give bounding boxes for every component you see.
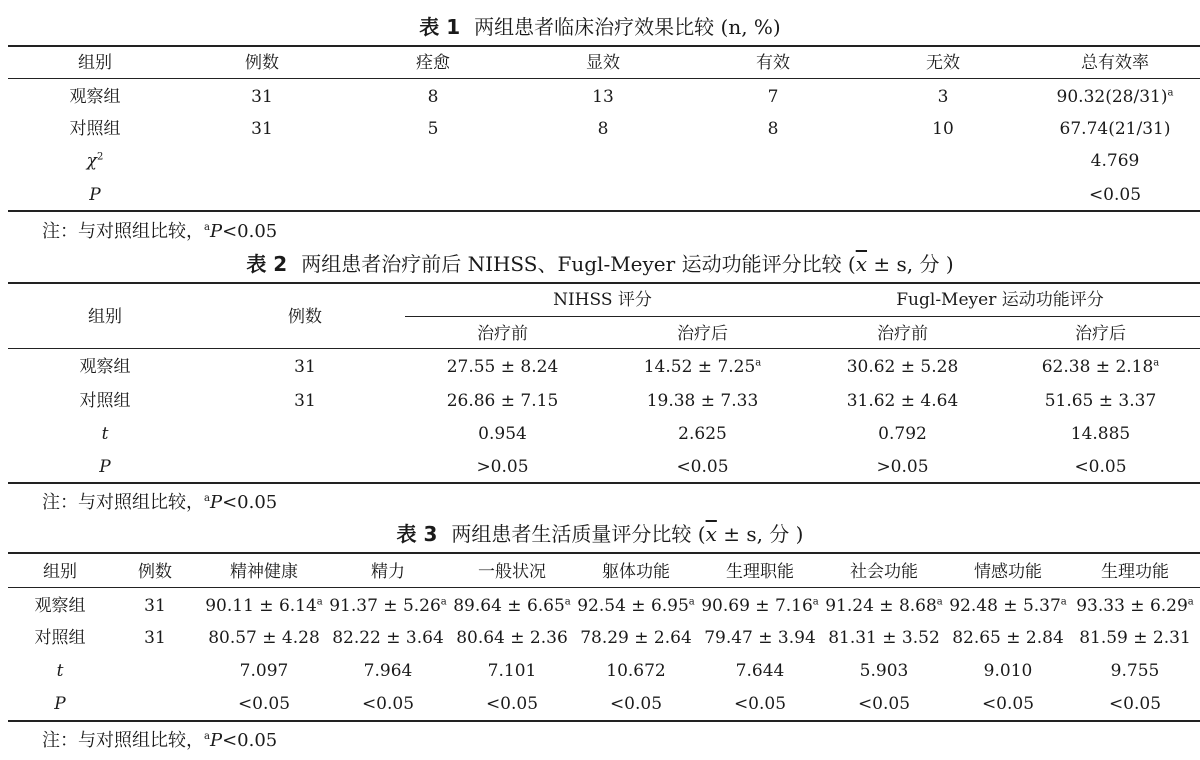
table3-value: 90.69 ± 7.16 (701, 596, 813, 616)
table1-marked-cell: 13 (592, 87, 614, 107)
table1-cured-cell: 8 (427, 87, 439, 107)
table3-value-cell (946, 595, 1070, 617)
table3-p-value: <0.05 (857, 694, 911, 714)
table1-ineffective-cell: 3 (937, 87, 949, 107)
note-prefix: 注：与对照组比较， (42, 492, 204, 513)
note-suffix: <0.05 (222, 221, 278, 242)
table3-top-rule (8, 552, 1200, 554)
table2-n-cell: 31 (294, 357, 316, 377)
table2-sub-fm-before: 治疗前 (877, 324, 928, 344)
table3-title-pre: 两组患者生活质量评分比较 ( (451, 522, 706, 546)
table2-t-value: 14.885 (1070, 424, 1131, 444)
note-suffix: <0.05 (222, 492, 278, 513)
note-p: P (209, 221, 223, 242)
table3-value-cell (326, 595, 450, 617)
table3-title (0, 521, 1200, 547)
significance-mark: a (1187, 596, 1194, 608)
table3-header-cell: 组别 (43, 562, 77, 582)
table3-title-x: $\overline{x}$ (705, 522, 717, 546)
significance-mark: a (316, 596, 323, 608)
table1-number: 表 1 (419, 15, 461, 39)
note-sup: a (204, 731, 210, 742)
table3-value-cell (450, 595, 574, 617)
table2-value: 62.38 ± 2.18 (1041, 357, 1154, 377)
table3-t-label: t (56, 661, 64, 681)
table3-header-cell: 生理功能 (1101, 562, 1169, 582)
table2-title-pre: 两组患者治疗前后 NIHSS、Fugl-Meyer 运动功能评分比较 ( (301, 252, 856, 276)
table1-header-rule (8, 78, 1200, 79)
table3-value: 92.48 ± 5.37 (949, 596, 1061, 616)
table3-value-cell (1070, 595, 1200, 617)
table2-note (42, 491, 277, 515)
table3-title-post: ± s, 分 ) (716, 522, 804, 546)
table3-t-value: 9.010 (983, 661, 1033, 681)
significance-mark: a (936, 596, 943, 608)
table2-n-cell: 31 (294, 391, 316, 411)
table3-value-cell: 80.64 ± 2.36 (456, 628, 568, 648)
table2-header-nihss: NIHSS 评分 (553, 290, 652, 310)
table2-p-value: <0.05 (1074, 457, 1127, 477)
table3-t-value: 7.097 (239, 661, 289, 681)
table3-value-cell: 82.22 ± 3.64 (332, 628, 444, 648)
table3-t-value: 7.644 (735, 661, 785, 681)
table2-value-cell (605, 356, 800, 378)
table1-header-cell: 显效 (586, 53, 620, 73)
note-p: P (209, 492, 223, 513)
table3-n-cell: 31 (144, 596, 166, 616)
table1-title-text: 两组患者临床治疗效果比较 (n, %) (474, 15, 781, 39)
table2-header-n: 例数 (288, 307, 322, 327)
table3-value-cell (202, 595, 326, 617)
significance-mark: a (755, 357, 762, 369)
table3-header-cell: 情感功能 (974, 562, 1042, 582)
table2-t-value: 0.792 (878, 424, 927, 444)
table3-header-cell: 社会功能 (850, 562, 918, 582)
table3-n-cell: 31 (144, 628, 166, 648)
table1-header-cell: 总有效率 (1081, 53, 1149, 73)
table1-effective-cell: 7 (767, 87, 779, 107)
significance-mark: a (812, 596, 819, 608)
table3-value-cell: 82.65 ± 2.84 (952, 628, 1064, 648)
significance-mark: a (688, 596, 695, 608)
significance-mark: a (564, 596, 571, 608)
table3-p-value: <0.05 (733, 694, 787, 714)
table3-value-cell (574, 595, 698, 617)
note-sup: a (204, 222, 210, 233)
significance-mark: a (1167, 87, 1174, 99)
table2-bottom-rule (8, 482, 1200, 484)
note-suffix: <0.05 (222, 730, 278, 751)
table1-ineffective-cell: 10 (932, 119, 954, 139)
table3-value-cell: 81.59 ± 2.31 (1079, 628, 1191, 648)
table2-p-label: P (99, 457, 111, 477)
table1-p-value: <0.05 (1088, 185, 1142, 205)
table1-marked-cell: 8 (597, 119, 609, 139)
table1-title (0, 14, 1200, 40)
table2-header-group: 组别 (88, 307, 122, 327)
table2-t-value: 0.954 (478, 424, 527, 444)
table1-effective-cell: 8 (767, 119, 779, 139)
table1-header-cell: 组别 (78, 53, 112, 73)
table3-value-cell: 81.31 ± 3.52 (828, 628, 940, 648)
table3-header-cell: 躯体功能 (602, 562, 670, 582)
table1-note (42, 220, 277, 244)
table1-header-cell: 例数 (245, 53, 279, 73)
table2-value-cell: 26.86 ± 7.15 (446, 391, 559, 411)
table3-header-cell: 精神健康 (230, 562, 298, 582)
table2-value-cell: 30.62 ± 5.28 (846, 357, 959, 377)
table2-top-rule (8, 282, 1200, 284)
table3-group-cell: 观察组 (34, 596, 86, 616)
table2-sub-nihss-after: 治疗后 (677, 324, 728, 344)
significance-mark: a (1153, 357, 1160, 369)
table1-header-cell: 痊愈 (416, 53, 450, 73)
table3-p-value: <0.05 (237, 694, 291, 714)
table2-p-value: >0.05 (476, 457, 529, 477)
table1-total-cell: 67.74(21/31) (1059, 119, 1171, 139)
table2-title-x: $\overline{x}$ (855, 252, 868, 276)
table3-value: 91.24 ± 8.68 (825, 596, 937, 616)
table2-header-fm: Fugl-Meyer 运动功能评分 (896, 290, 1104, 310)
significance-mark: a (1060, 596, 1067, 608)
table3-p-value: <0.05 (609, 694, 663, 714)
table3-value-cell: 79.47 ± 3.94 (704, 628, 816, 648)
table2-value-cell: 27.55 ± 8.24 (446, 357, 559, 377)
table2-group-rule (405, 316, 1200, 317)
table3-p-value: <0.05 (1108, 694, 1162, 714)
table2-title-post: ± s, 分 ) (867, 252, 954, 276)
table2-value-cell: 19.38 ± 7.33 (646, 391, 759, 411)
table1-total-value: 90.32(28/31) (1056, 87, 1168, 107)
note-prefix: 注：与对照组比较， (42, 730, 204, 751)
table1-top-rule (8, 45, 1200, 47)
table1-group-cell: 观察组 (69, 87, 121, 107)
table2-p-value: <0.05 (676, 457, 729, 477)
table1-chi-value: 4.769 (1090, 151, 1140, 171)
table2-sub-fm-after: 治疗后 (1075, 324, 1126, 344)
table3-value-cell: 80.57 ± 4.28 (208, 628, 320, 648)
table2-t-value: 2.625 (678, 424, 727, 444)
table2-value-cell: 51.65 ± 3.37 (1044, 391, 1157, 411)
table1-n-cell: 31 (251, 87, 273, 107)
table3-value-cell (822, 595, 946, 617)
table3-header-cell: 生理职能 (726, 562, 794, 582)
table3-t-value: 9.755 (1110, 661, 1160, 681)
table3-t-value: 10.672 (606, 661, 666, 681)
table3-p-label: P (54, 694, 66, 714)
table1-header-cell: 无效 (926, 53, 960, 73)
table3-p-value: <0.05 (485, 694, 539, 714)
table2-p-value: >0.05 (876, 457, 929, 477)
table2-sub-nihss-before: 治疗前 (477, 324, 528, 344)
table2-title (0, 251, 1200, 277)
significance-mark: a (440, 596, 447, 608)
table3-value: 92.54 ± 6.95 (577, 596, 689, 616)
table2-value: 14.52 ± 7.25 (643, 357, 756, 377)
table3-value-cell (698, 595, 822, 617)
table3-value: 90.11 ± 6.14 (205, 596, 317, 616)
table3-t-value: 5.903 (859, 661, 909, 681)
table2-number: 表 2 (246, 252, 288, 276)
table3-value: 89.64 ± 6.65 (453, 596, 565, 616)
table3-value: 93.33 ± 6.29 (1076, 596, 1188, 616)
table3-note (42, 729, 277, 753)
table2-value-cell: 31.62 ± 4.64 (846, 391, 959, 411)
note-p: P (209, 730, 223, 751)
table3-header-rule (8, 587, 1200, 588)
table3-p-value: <0.05 (981, 694, 1035, 714)
chi-superscript: 2 (96, 151, 104, 163)
table1-chi-label (20, 150, 170, 172)
table1-header-cell: 有效 (756, 53, 790, 73)
table1-cured-cell: 5 (427, 119, 439, 139)
table1-total-cell (1040, 86, 1190, 108)
table2-header-rule (8, 348, 1200, 349)
table3-header-cell: 一般状况 (478, 562, 546, 582)
table3-bottom-rule (8, 720, 1200, 722)
table3-t-value: 7.964 (363, 661, 413, 681)
table2-value-cell (1003, 356, 1198, 378)
note-prefix: 注：与对照组比较， (42, 221, 204, 242)
table3-value-cell: 78.29 ± 2.64 (580, 628, 692, 648)
table2-t-label: t (101, 424, 109, 444)
table3-group-cell: 对照组 (34, 628, 86, 648)
table3-header-cell: 例数 (138, 562, 172, 582)
table3-p-value: <0.05 (361, 694, 415, 714)
table1-p-label: P (89, 185, 101, 205)
table2-group-cell: 对照组 (79, 391, 131, 411)
table2-group-cell: 观察组 (79, 357, 131, 377)
table3-number: 表 3 (396, 522, 438, 546)
note-sup: a (204, 493, 210, 504)
table1-bottom-rule (8, 210, 1200, 212)
table3-t-value: 7.101 (487, 661, 537, 681)
table1-n-cell: 31 (251, 119, 273, 139)
chi-symbol: χ (86, 151, 97, 171)
table3-header-cell: 精力 (371, 562, 405, 582)
table3-value: 91.37 ± 5.26 (329, 596, 441, 616)
table1-group-cell: 对照组 (69, 119, 121, 139)
